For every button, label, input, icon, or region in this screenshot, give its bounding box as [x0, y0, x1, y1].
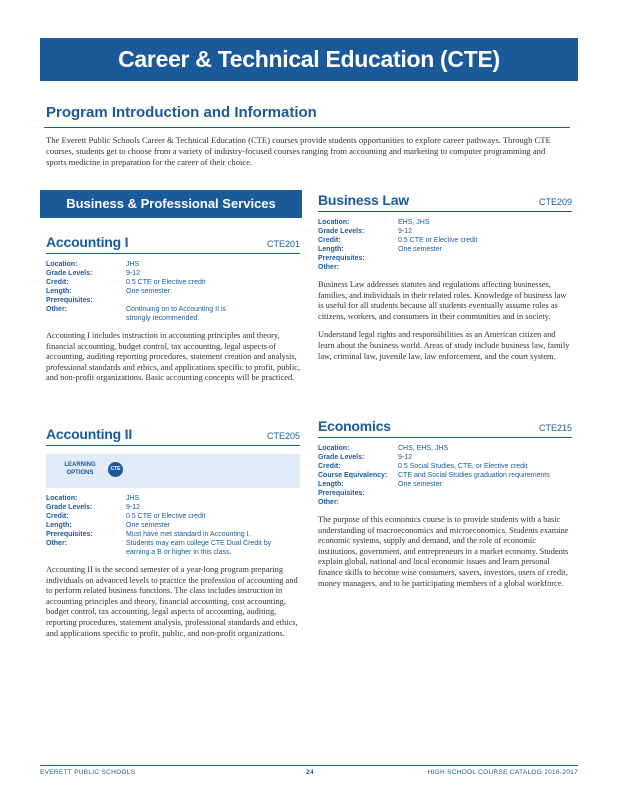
detail-value: 0.5 CTE or Elective credit — [398, 237, 478, 244]
detail-label: Credit: — [46, 513, 69, 520]
detail-row — [318, 444, 572, 453]
footer-divider — [40, 765, 578, 766]
intro-divider — [44, 127, 570, 128]
detail-label: Other: — [318, 499, 339, 506]
detail-row — [318, 462, 572, 471]
intro-paragraph: The Everett Public Schools Career & Technical Education (CTE) courses provide students opportunities to explore career pathways. Through CTE courses, students get to choose from a variety of industry-focused courses ranging from accounting and marketing to computer programming and sports medicine in preparation for the career of their choice. — [46, 135, 551, 167]
detail-row — [318, 453, 572, 462]
course-details — [318, 218, 572, 272]
detail-label: Prerequisites: — [46, 531, 93, 538]
course-description: Accounting II is the second semester of a year-long program preparing individuals on advanced levels to practice the profession of accounting and to perform related business functions. The class includes instruction in accounting principles and theory, financial accounting, cost accounting, budget control, tax accounting, legal aspects of accounting, auditing, reporting procedures, statement analysis, professional standards and ethics, and applications specific to profit, public, and non-profit organizations. — [46, 565, 298, 638]
detail-row — [318, 263, 572, 272]
detail-value: 9-12 — [398, 228, 413, 235]
detail-value: Must have met standard in Accounting I. — [126, 531, 251, 538]
detail-row — [46, 530, 300, 539]
detail-row — [318, 236, 572, 245]
detail-row — [46, 494, 300, 503]
detail-label: Credit: — [318, 237, 341, 244]
detail-label: Other: — [46, 306, 67, 313]
detail-row — [46, 539, 300, 557]
detail-row — [318, 480, 572, 489]
detail-value: One semester — [126, 522, 170, 529]
course-code: CTE215 — [538, 423, 572, 433]
course-accounting-2 — [46, 424, 300, 639]
course-description: Business Law addresses statutes and regulations affecting businesses, families, and individuals in their related roles. Knowledge of business law is useful for all students because all students eventually assume roles as citizens, workers, and consumers in their communities and in society. — [318, 280, 567, 321]
detail-label: Credit: — [46, 279, 69, 286]
course-title: Accounting II — [46, 426, 133, 442]
course-details — [46, 494, 300, 557]
detail-row — [46, 512, 300, 521]
course-header — [318, 190, 572, 212]
detail-value: JHS — [126, 495, 140, 502]
detail-value: 0.5 Social Studies, CTE, or Elective credit — [398, 463, 528, 470]
detail-value: 9-12 — [126, 270, 141, 277]
detail-label: Location: — [318, 445, 350, 452]
detail-label: Other: — [318, 264, 339, 271]
detail-label: Location: — [318, 219, 350, 226]
detail-row — [318, 227, 572, 236]
cte-dual-credit-icon: CTE — [108, 462, 123, 477]
detail-value: 9-12 — [126, 504, 141, 511]
course-header — [46, 424, 300, 446]
detail-row — [318, 471, 572, 480]
footer-page-number: 24 — [306, 769, 314, 776]
detail-label: Prerequisites: — [318, 255, 365, 262]
detail-value: CTE and Social Studies graduation requirements — [398, 472, 550, 479]
detail-label: Prerequisites: — [46, 297, 93, 304]
detail-row — [46, 287, 300, 296]
course-economics — [318, 416, 572, 589]
detail-row — [46, 305, 300, 323]
course-description: The purpose of this economics course is to provide students with a basic understanding of macroeconomics and microeconomics. Students examine economic systems, supply and demand, and the role of economic institutions, government, and entrepreneurs in a market economy. Students explain global, national and local economic issues and learn personal finance skills to become wise consumers, savers, investors, users of credit, money managers, and to be participating members of a global workforce. — [318, 515, 569, 588]
detail-value: 0.5 CTE or Elective credit — [126, 513, 206, 520]
detail-row — [46, 278, 300, 287]
detail-value: One semester — [126, 288, 170, 295]
detail-value: 9-12 — [398, 454, 413, 461]
course-accounting-1 — [46, 232, 300, 384]
detail-row — [318, 498, 572, 507]
course-code: CTE209 — [538, 197, 572, 207]
detail-value: One semester — [398, 246, 442, 253]
detail-row — [46, 260, 300, 269]
detail-label: Grade Levels: — [46, 270, 93, 277]
detail-label: Location: — [46, 495, 78, 502]
detail-label: Grade Levels: — [318, 228, 365, 235]
course-header — [46, 232, 300, 254]
intro-heading: Program Introduction and Information — [46, 104, 317, 121]
detail-label: Length: — [318, 246, 344, 253]
detail-value: EHS, JHS — [398, 219, 430, 226]
detail-row — [318, 245, 572, 254]
detail-value: One semester — [398, 481, 442, 488]
page-banner-title: Career & Technical Education (CTE) — [40, 38, 578, 81]
course-header — [318, 416, 572, 438]
detail-label: Grade Levels: — [46, 504, 93, 511]
detail-label: Credit: — [318, 463, 341, 470]
detail-row — [46, 503, 300, 512]
course-title: Accounting I — [46, 234, 129, 250]
detail-row — [318, 218, 572, 227]
detail-label: Location: — [46, 261, 78, 268]
learning-options-label: LEARNING OPTIONS — [64, 462, 96, 476]
footer-catalog: HIGH SCHOOL COURSE CATALOG 2016-2017 — [427, 769, 578, 776]
detail-value: JHS — [126, 261, 140, 268]
learning-options-box — [46, 454, 300, 488]
course-details — [46, 260, 300, 323]
detail-value: Students may earn college CTE Dual Credit by earning a B or higher in this class. — [126, 540, 272, 556]
course-details — [318, 444, 572, 507]
detail-row — [46, 521, 300, 530]
detail-label: Prerequisites: — [318, 490, 365, 497]
course-description: Accounting I includes instruction in accounting principles and theory, financial accounting, budget control, tax accounting, legal aspects of accounting, auditing reporting procedures, statement creation and analysis, professional standards and ethics, and applications specific to profit, public, and non-profit organizations. Basic accounting concepts will be practiced. — [46, 331, 300, 383]
course-code: CTE205 — [266, 431, 300, 441]
detail-value: CHS, EHS, JHS — [398, 445, 449, 452]
detail-row — [46, 296, 300, 305]
detail-label: Length: — [46, 288, 72, 295]
detail-value: Continuing on to Accounting II is strongly recommended. — [126, 306, 227, 322]
detail-label: Course Equivalency: — [318, 472, 388, 479]
detail-row — [46, 269, 300, 278]
detail-value: 0.5 CTE or Elective credit — [126, 279, 206, 286]
detail-row — [318, 489, 572, 498]
course-title: Economics — [318, 418, 391, 434]
detail-label: Other: — [46, 540, 67, 547]
detail-label: Grade Levels: — [318, 454, 365, 461]
course-business-law — [318, 190, 572, 362]
detail-row — [318, 254, 572, 263]
section-heading: Business & Professional Services — [40, 190, 302, 218]
course-description: Understand legal rights and responsibilities as an American citizen and learn about the business world. Areas of study include business law, family law, criminal law, juvenile law, law enforcement, and the court system. — [318, 330, 570, 361]
course-code: CTE201 — [266, 239, 300, 249]
detail-label: Length: — [46, 522, 72, 529]
footer-district: EVERETT PUBLIC SCHOOLS — [40, 769, 136, 776]
course-title: Business Law — [318, 192, 409, 208]
detail-label: Length: — [318, 481, 344, 488]
